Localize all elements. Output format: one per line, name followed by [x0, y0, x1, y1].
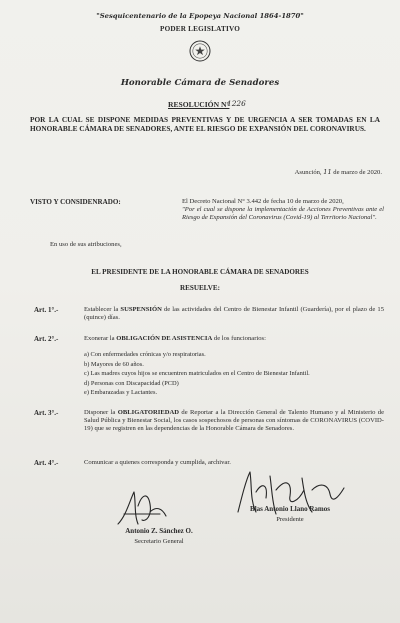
national-seal-icon	[189, 40, 211, 62]
signatory-left-role: Secretario General	[134, 538, 184, 545]
list-item: d) Personas con Discapacidad (PCD)	[84, 379, 179, 387]
branch-name: PODER LEGISLATIVO	[159, 25, 240, 33]
resolution-label: RESOLUCIÓN N°	[168, 100, 230, 109]
attributions-text: En uso de sus atribuciones,	[50, 241, 122, 248]
signatory-left-name: Antonio Z. Sánchez O.	[125, 527, 193, 535]
list-item: e) Embarazadas y Lactantes.	[84, 389, 158, 397]
article-3-label: Art. 3°.-	[34, 409, 59, 417]
list-item: b) Mayores de 60 años.	[84, 360, 144, 368]
signatory-right-role: Presidente	[276, 516, 304, 523]
resolution-number: 1226	[227, 99, 246, 108]
article-2-label: Art. 2°.-	[34, 335, 59, 343]
article-4-text: Comunicar a quienes corresponda y cumplida, archivar.	[84, 459, 231, 466]
article-1-emphasis: SUSPENSIÓN	[120, 306, 162, 313]
chamber-name: Honorable Cámara de Senadores	[120, 78, 280, 88]
motto: "Sesquicentenario de la Epopeya Nacional 1864-1870"	[96, 12, 304, 20]
article-4-label: Art. 4°.-	[34, 459, 59, 467]
date-day: 11	[323, 168, 332, 176]
president-heading: EL PRESIDENTE DE LA HONORABLE CÁMARA DE SENADORES	[91, 268, 309, 276]
visto-decree: El Decreto Nacional N° 3.442 de fecha 10 de marzo de 2020,	[182, 198, 344, 205]
resolution-title: POR LA CUAL SE DISPONE MEDIDAS PREVENTIVAS Y DE URGENCIA A SER TOMADAS EN LA HONORABLE CÁMARA DE SENADORES, ANTE EL RIESGO DE EXPANSIÓN DEL CORONAVIRUS.	[30, 115, 380, 133]
signatory-right-name: Blas Antonio Llano Ramos	[250, 505, 330, 513]
list-item: a) Con enfermedades crónicas y/o respiratorias.	[84, 351, 206, 358]
date-prefix: Asunción,	[294, 169, 322, 176]
article-1-label: Art. 1°.-	[34, 306, 59, 314]
article-3-text: Disponer la OBLIGATORIEDAD de Reportar a la Dirección General de Talento Humano y al Ministerio de Salud Pública y Bienestar Social, los casos sospechosos de personas con síntomas de CORONAVIRUS (COVID-19) que se registren en las dependencias de la Honorable Cámara de Senadores.	[84, 409, 384, 432]
article-3-emphasis: OBLIGATORIEDAD	[117, 409, 180, 416]
date-suffix: de marzo de 2020.	[333, 169, 382, 176]
exemption-list	[84, 350, 384, 398]
signature-left-icon	[112, 486, 172, 530]
list-item: c) Las madres cuyos hijos se encuentren matriculados en el Centro de Bienestar Infantil.	[84, 370, 310, 378]
article-2-emphasis: OBLIGACIÓN DE ASISTENCIA	[116, 335, 213, 342]
article-2-text: Exonerar la OBLIGACIÓN DE ASISTENCIA de los funcionarios:	[84, 335, 266, 342]
resuelve-heading: RESUELVE:	[180, 284, 220, 292]
visto-quote: "Por el cual se dispone la implementación de Acciones Preventivas ante el Riesgo de Expansión del Coronavirus (Covid-19) al Territorio Nacional".	[182, 206, 384, 221]
resolution-date	[272, 168, 382, 177]
article-1-text: Establecer la SUSPENSIÓN de las actividades del Centro de Bienestar Infantil (Guardería), por el plazo de 15 (quince) días.	[84, 306, 384, 321]
visto-label: VISTO Y CONSIDENRADO:	[30, 198, 121, 206]
visto-text	[182, 198, 384, 222]
